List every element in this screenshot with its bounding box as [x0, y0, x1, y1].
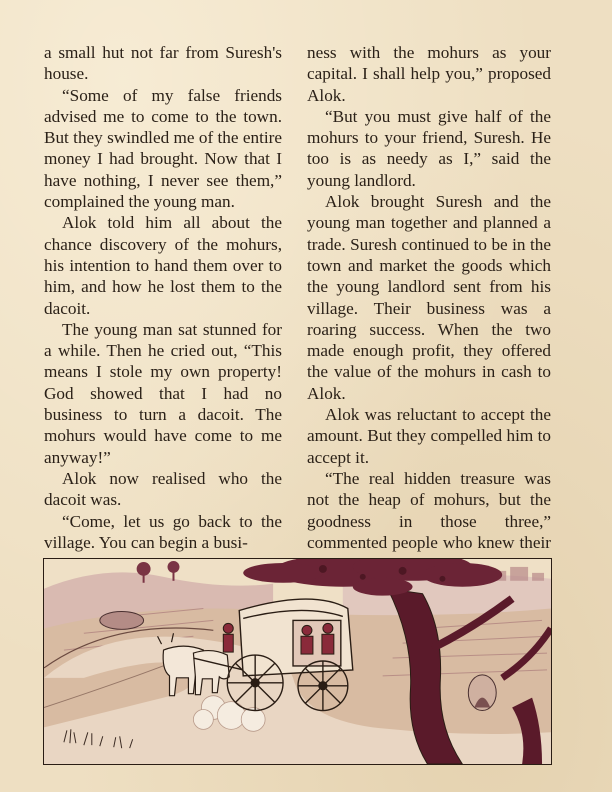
paragraph: ness with the mohurs as your capital. I shall help you,” proposed Alok.: [307, 43, 551, 105]
paragraph: Alok told him all about the chance discovery of the mohurs, his intention to hand them over to him, and how he lost them to the dacoit.: [44, 213, 282, 318]
paragraph: Alok was reluctant to accept the amount. But they compelled him to accept it.: [307, 405, 551, 467]
paragraph: Alok now realised who the dacoit was.: [44, 468, 282, 510]
bullock-cart-illustration: [43, 558, 552, 765]
right-column: [307, 42, 551, 574]
illustration-drawing: [44, 559, 551, 764]
paragraph: The young man sat stunned for a while. Then he cried out, “This means I stole my own property! God showed that I had no business to turn a dacoit. The mohurs would have come to me anyway!”: [44, 319, 282, 467]
paragraph: “Come, let us go back to the village. You can begin a busi-: [44, 511, 282, 552]
paragraph: a small hut not far from Suresh's house.: [44, 43, 282, 84]
paragraph: “But you must give half of the mohurs to your friend, Suresh. He too is as needy as I,” said the young landlord.: [307, 106, 551, 190]
paragraph: “Some of my false friends advised me to come to the town. But they swindled me of the entire money I had brought. Now that I have nothing, I never see them,” complained the young man.: [44, 85, 282, 212]
paragraph: Alok brought Suresh and the young man together and planned a trade. Suresh continued to be in the town and market the goods which the young landlord sent from his village. Their business was a roaring success. When the two made enough profit, they offered the value of the mohurs in cash to Alok.: [307, 192, 551, 403]
left-column: [44, 42, 282, 553]
paragraph: “The real hidden treasure was not the heap of mohurs, but the goodness in those three,” commented people who knew their: [307, 468, 551, 552]
